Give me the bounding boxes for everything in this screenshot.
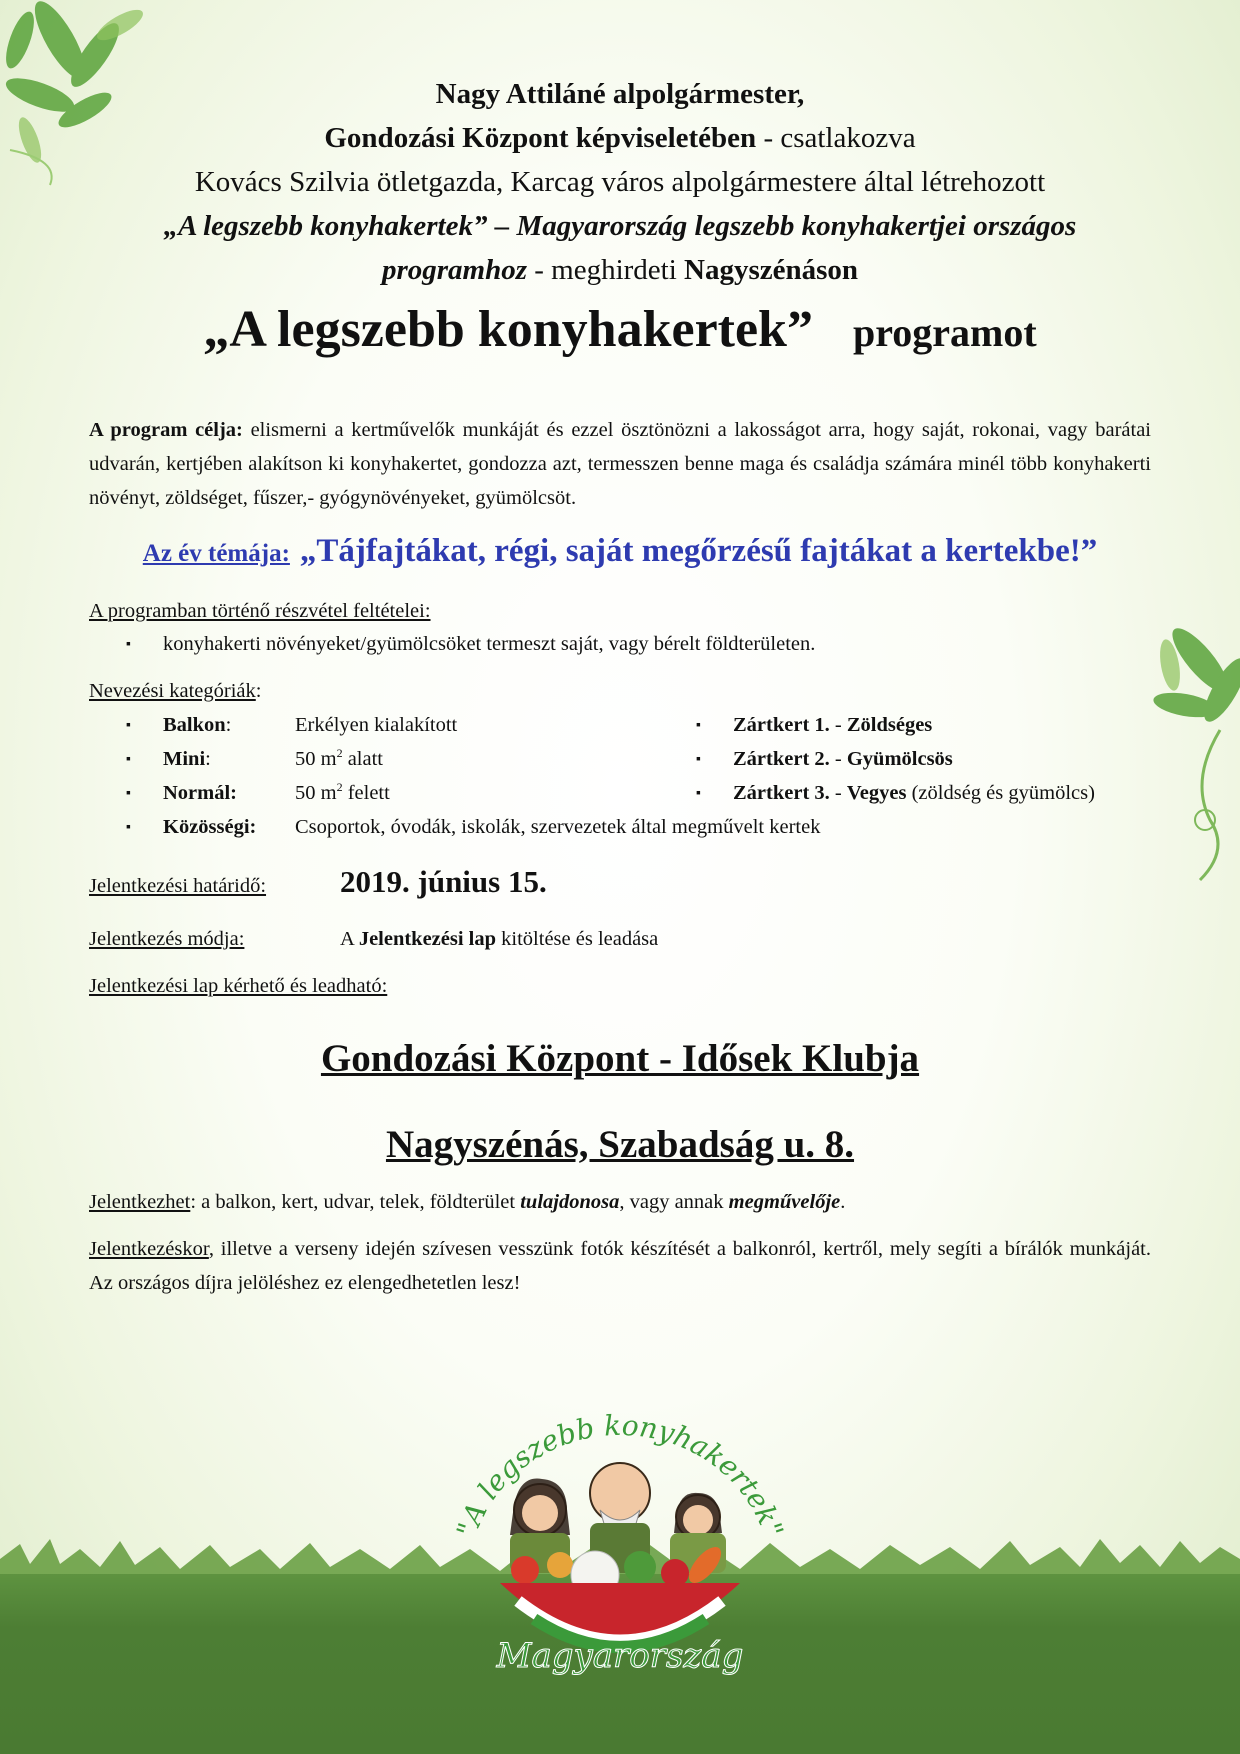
bullet-icon: ▪ (696, 752, 701, 767)
form-location-label-text: Jelentkezési lap kérhető és leadható: (89, 975, 388, 997)
category-type: Vegyes (846, 782, 907, 804)
header-line-2 (60, 116, 1180, 160)
method-label (89, 928, 244, 951)
bullet-icon: ▪ (126, 786, 131, 801)
method-value (340, 928, 658, 951)
conditions-heading (89, 600, 431, 623)
category-normal-desc (295, 782, 390, 805)
photos-text: , illetve a verseny idején szívesen vesszünk fotók készítését a balkonról, kertről, mely segíti a bírálók munkáját. Az országos díjra jelöléshez ez elengedhetetlen lesz! (89, 1238, 1151, 1294)
bullet-icon: ▪ (126, 752, 131, 767)
header-town: Nagyszénáson (684, 254, 859, 286)
category-name: Balkon (163, 714, 226, 736)
categories-heading-colon: : (255, 680, 262, 702)
program-goal (89, 413, 1151, 515)
goal-label: A program célja: (89, 419, 243, 441)
year-theme (60, 533, 1180, 570)
venue-name: Gondozási Központ - Idősek Klubja (320, 1037, 920, 1080)
square-superscript: 2 (336, 746, 343, 761)
theme-label: Az év témája: (142, 540, 290, 567)
venue-address: Nagyszénás, Szabadság u. 8. (385, 1123, 855, 1166)
category-normal (163, 782, 237, 805)
category-name: Normál: (163, 782, 238, 804)
bullet-icon: ▪ (696, 718, 701, 733)
category-name: Zártkert 2. (733, 748, 830, 770)
category-name: Zártkert 1. (733, 714, 830, 736)
category-kozossegi (163, 816, 256, 839)
method-form-name: Jelentkezési lap (358, 928, 497, 950)
category-desc: Csoportok, óvodák, iskolák, szervezetek által megművelt kertek (295, 816, 821, 838)
category-type: Gyümölcsös (846, 748, 953, 770)
category-dash: - (829, 748, 847, 770)
category-dash: - (829, 782, 847, 804)
photo-request (89, 1232, 1151, 1300)
category-name: Közösségi: (163, 816, 257, 838)
category-dash: - (829, 714, 847, 736)
header-line-5 (60, 248, 1180, 292)
category-sep: : (225, 714, 232, 736)
logo-people-icon (510, 1463, 726, 1573)
category-zartkert-3 (733, 782, 1095, 805)
program-logo (430, 1405, 810, 1685)
who-cultivator: megművelője (728, 1191, 841, 1213)
theme-value: „Tájfajtákat, régi, saját megőrzésű fajtákat a kertekbe!” (299, 533, 1098, 569)
header-line-3: Kovács Szilvia ötletgazda, Karcag város alpolgármestere által létrehozott (194, 166, 1046, 198)
header-line-2-rest: - csatlakozva (756, 122, 916, 154)
photos-label: Jelentkezéskor (89, 1238, 209, 1260)
header-program-word: programhoz (381, 254, 527, 286)
bullet-icon: ▪ (126, 637, 131, 652)
who-label: Jelentkezhet (89, 1191, 191, 1213)
header-line-5-mid: - meghirdeti (526, 254, 685, 286)
who-text: : a balkon, kert, udvar, telek, földterület (190, 1191, 521, 1213)
right-leaf-ornament (1130, 620, 1240, 910)
square-superscript: 2 (336, 780, 343, 795)
logo-country-text: Magyarország (496, 1636, 744, 1676)
main-title-text: „A legszebb konyhakertek” (203, 301, 813, 358)
category-kozossegi-desc (295, 816, 820, 839)
bullet-icon: ▪ (126, 718, 131, 733)
method-pre: A (340, 928, 359, 950)
who-owner: tulajdonosa (520, 1191, 620, 1213)
deadline-value: 2019. június 15. (340, 864, 547, 899)
conditions-item: konyhakerti növényeket/gyümölcsöket termeszt saját, vagy bérelt földterületen. (163, 633, 816, 655)
category-zartkert-2 (733, 748, 953, 771)
bullet-icon: ▪ (696, 786, 701, 801)
category-balkon-desc (295, 714, 457, 737)
who-can-apply (89, 1185, 1151, 1219)
category-desc: 50 m (295, 782, 337, 804)
category-balkon (163, 714, 231, 737)
category-desc-after: felett (342, 782, 390, 804)
form-location-label (89, 975, 387, 998)
category-name: Zártkert 3. (733, 782, 830, 804)
main-title (60, 300, 1180, 359)
header-line-4: „A legszebb konyhakertek” – Magyarország legszebb konyhakertjei országos (163, 210, 1077, 242)
deadline-label-text: Jelentkezési határidő: (89, 875, 267, 897)
category-desc-after: alatt (342, 748, 383, 770)
bullet-icon: ▪ (126, 820, 131, 835)
main-title-suffix: programot (852, 310, 1037, 355)
categories-heading-text: Nevezési kategóriák (89, 680, 256, 702)
category-desc: Erkélyen kialakított (295, 714, 458, 736)
categories-heading (89, 680, 261, 703)
header-block (60, 72, 1180, 292)
category-mini-desc (295, 748, 383, 771)
header-line-1: Nagy Attiláné alpolgármester, (435, 78, 805, 110)
method-label-text: Jelentkezés módja: (89, 928, 245, 950)
deadline-label (89, 875, 266, 898)
category-sep: : (205, 748, 211, 770)
category-name: Mini (163, 748, 206, 770)
logo-arc-textpath: "A legszebb konyhakertek" (450, 1408, 790, 1542)
category-mini (163, 748, 211, 771)
header-organization: Gondozási Központ képviseletében (324, 122, 757, 154)
goal-text: elismerni a kertművelők munkáját és ezzel ösztönözni a lakosságot arra, hogy saját, rokonai, vagy barátai udvarán, kertjében alakítson ki konyhakertet, gondozza azt, termesszen benne maga és családja számára minél több konyhakerti növényt, zöldséget, fűszer,- gyógynövényeket, gyümölcsöt. (89, 419, 1151, 509)
method-post: kitöltése és leadása (496, 928, 659, 950)
conditions-heading-text: A programban történő részvétel feltételei: (89, 600, 431, 622)
who-mid: , vagy annak (619, 1191, 729, 1213)
category-note: (zöldség és gyümölcs) (906, 782, 1095, 804)
category-desc: 50 m (295, 748, 337, 770)
category-zartkert-1 (733, 714, 932, 737)
who-end: . (840, 1191, 846, 1213)
category-type: Zöldséges (846, 714, 933, 736)
